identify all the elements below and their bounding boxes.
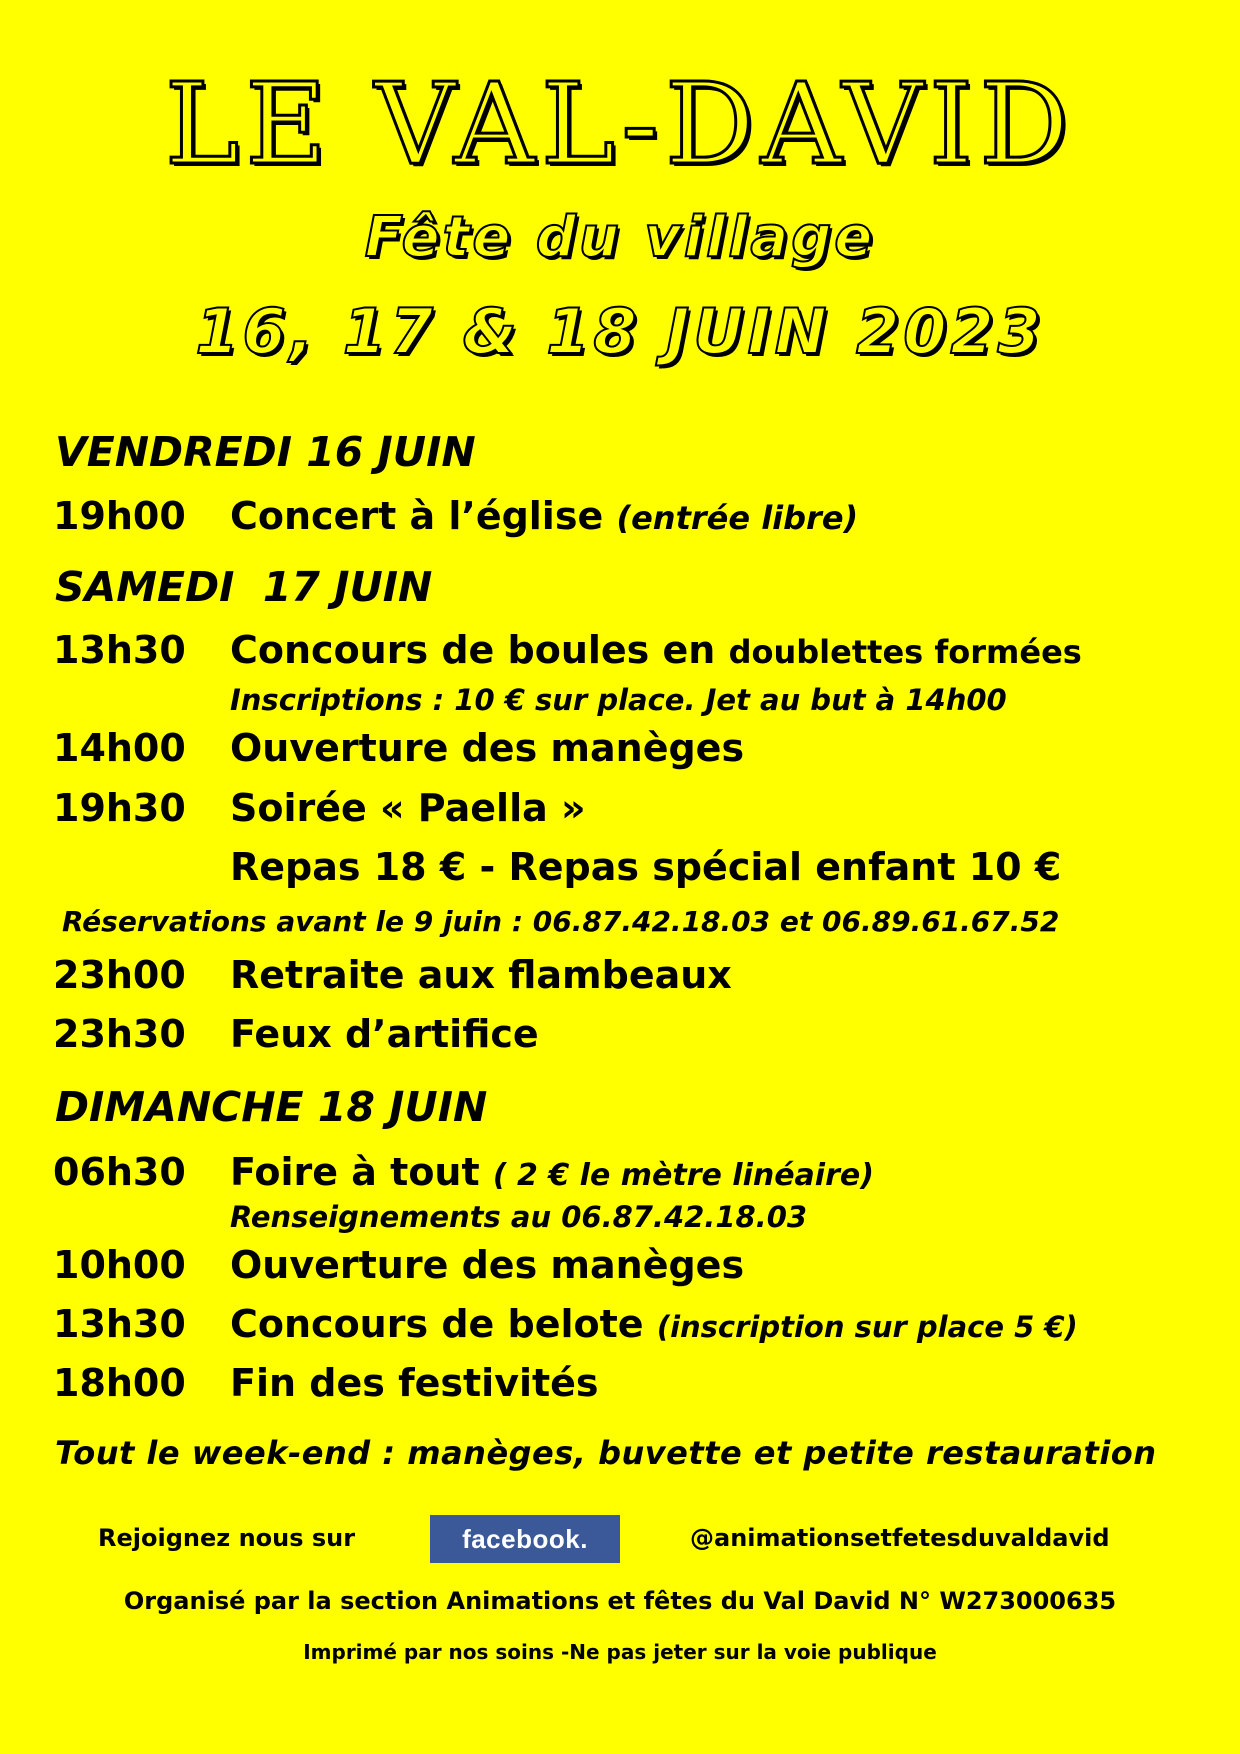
day-heading-saturday xyxy=(55,563,432,611)
organizer-info: Organisé par la section Animations et fêtes du Val David N° W273000635 xyxy=(123,1587,1117,1615)
event-time: 13h30 xyxy=(53,1302,186,1346)
event-title: Fin des festivités xyxy=(230,1361,599,1405)
event-note: (entrée libre) xyxy=(616,499,859,537)
event-text-small: doublettes formées xyxy=(728,633,1082,671)
event-title xyxy=(230,1302,1078,1346)
event-title: Feux d’artifice xyxy=(230,1012,539,1056)
event-text: Concours de belote xyxy=(230,1302,644,1346)
poster-subtitle: Fête du village xyxy=(364,205,876,270)
facebook-logo-text: facebook. xyxy=(462,1523,588,1554)
day-heading-text: SAMEDI 17 JUIN xyxy=(55,563,433,611)
event-title xyxy=(230,1150,874,1194)
event-title: Ouverture des manèges xyxy=(230,726,745,770)
event-time: 18h00 xyxy=(53,1361,186,1405)
event-note: (inscription sur place 5 €) xyxy=(656,1310,1078,1344)
poster-title: LE VAL-DAVID xyxy=(164,60,1076,190)
facebook-handle[interactable]: @animationsetfetesduvaldavid xyxy=(690,1524,1110,1552)
event-time: 23h00 xyxy=(53,953,186,997)
event-time: 13h30 xyxy=(53,628,186,672)
event-title xyxy=(230,628,1082,672)
event-time: 06h30 xyxy=(53,1150,186,1194)
event-text: Concours de boules en xyxy=(230,628,716,672)
event-text: Concert à l’église xyxy=(230,494,604,538)
reservation-info: Réservations avant le 9 juin : 06.87.42.18.03 et 06.89.61.67.52 xyxy=(62,905,1060,938)
poster-dates: 16, 17 & 18 JUIN 2023 xyxy=(195,295,1045,368)
event-title xyxy=(230,494,858,538)
event-detail: Renseignements au 06.87.42.18.03 xyxy=(230,1200,808,1234)
event-text: Foire à tout xyxy=(230,1150,480,1194)
printed-notice: Imprimé par nos soins -Ne pas jeter sur la voie publique xyxy=(303,1640,937,1664)
event-detail-price: Repas 18 € - Repas spécial enfant 10 € xyxy=(230,845,1062,889)
event-time: 23h30 xyxy=(53,1012,186,1056)
event-title: Retraite aux flambeaux xyxy=(230,953,732,997)
join-us-text: Rejoignez nous sur xyxy=(98,1524,356,1552)
facebook-logo[interactable] xyxy=(430,1515,620,1563)
day-heading-sunday: DIMANCHE 18 JUIN xyxy=(55,1083,488,1131)
event-time: 19h00 xyxy=(53,494,186,538)
day-heading-friday: VENDREDI 16 JUIN xyxy=(55,428,476,476)
event-title: Ouverture des manèges xyxy=(230,1243,745,1287)
event-title: Soirée « Paella » xyxy=(230,786,586,830)
event-time: 19h30 xyxy=(53,786,186,830)
event-time: 10h00 xyxy=(53,1243,186,1287)
event-detail: Inscriptions : 10 € sur place. Jet au but à 14h00 xyxy=(230,683,1007,717)
event-note: ( 2 € le mètre linéaire) xyxy=(492,1158,874,1193)
weekend-info: Tout le week-end : manèges, buvette et petite restauration xyxy=(55,1434,1157,1472)
event-time: 14h00 xyxy=(53,726,186,770)
